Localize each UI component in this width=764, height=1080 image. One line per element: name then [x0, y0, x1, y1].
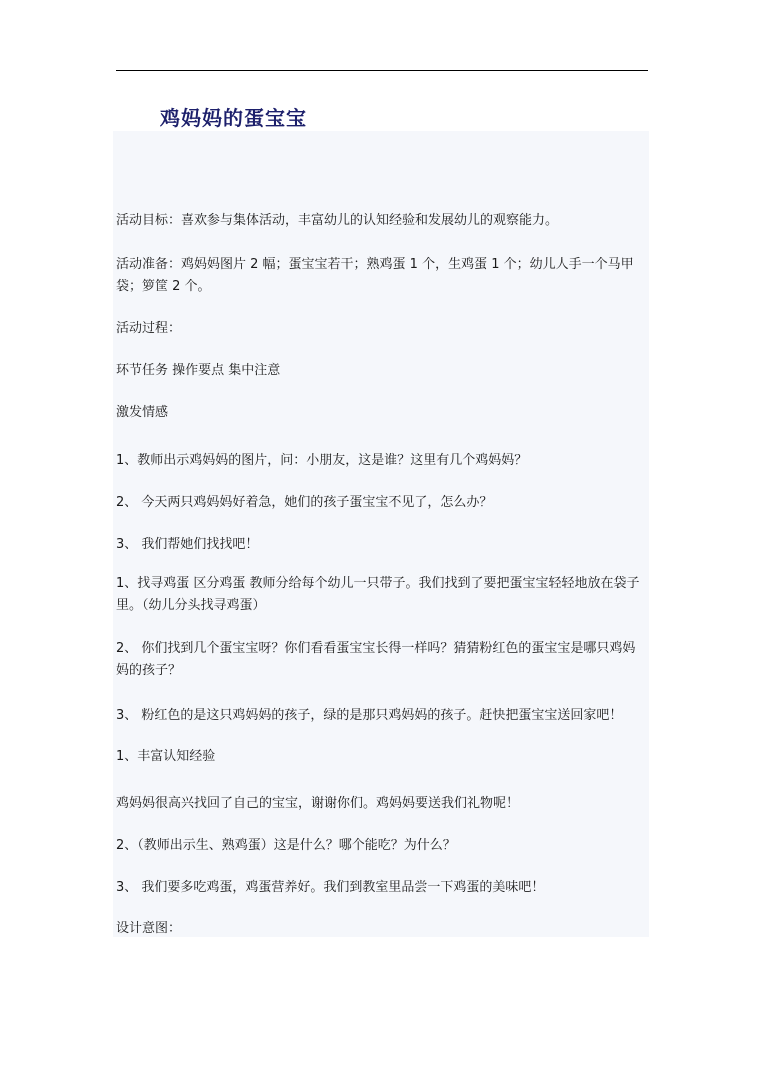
paragraph-item: 鸡妈妈很高兴找回了自己的宝宝，谢谢你们。鸡妈妈要送我们礼物呢！: [116, 796, 520, 811]
paragraph-goal: 活动目标：喜欢参与集体活动，丰富幼儿的认知经验和发展幼儿的观察能力。: [116, 213, 559, 228]
paragraph-table-headers: 环节任务 操作要点 集中注意: [116, 363, 281, 378]
paragraph-item: 1、丰富认知经验: [116, 749, 216, 764]
paragraph-design-intent: 设计意图：: [116, 921, 182, 936]
document-title: 鸡妈妈的蛋宝宝: [160, 106, 307, 130]
paragraph-item: 1、教师出示鸡妈妈的图片，问：小朋友，这是谁？这里有几个鸡妈妈？: [116, 453, 528, 468]
paragraph-item: 3、 粉红色的是这只鸡妈妈的孩子，绿的是那只鸡妈妈的孩子。赶快把蛋宝宝送回家吧！: [116, 708, 623, 723]
paragraph-stage-emotion: 激发情感: [116, 405, 169, 420]
paragraph-item: 2、（教师出示生、熟鸡蛋）这是什么？哪个能吃？为什么？: [116, 838, 456, 853]
paragraph-item: 1、找寻鸡蛋 区分鸡蛋 教师分给每个幼儿一只带子。我们找到了要把蛋宝宝轻轻地放在袋子里。（幼儿分头找寻鸡蛋）: [116, 576, 640, 613]
header-rule: [116, 70, 648, 71]
paragraph-item: 3、 我们要多吃鸡蛋，鸡蛋营养好。我们到教室里品尝一下鸡蛋的美味吧！: [116, 880, 545, 895]
paragraph-process-heading: 活动过程：: [116, 321, 182, 336]
paragraph-item: 2、 你们找到几个蛋宝宝呀？你们看看蛋宝宝长得一样吗？猜猜粉红色的蛋宝宝是哪只鸡妈妈的孩子？: [116, 641, 636, 678]
paragraph-preparation: 活动准备：鸡妈妈图片 2 幅；蛋宝宝若干；熟鸡蛋 1 个，生鸡蛋 1 个；幼儿人手一个马甲袋；箩筐 2 个。: [116, 257, 634, 294]
paragraph-item: 3、 我们帮她们找找吧！: [116, 537, 259, 552]
paragraph-item: 2、 今天两只鸡妈妈好着急，她们的孩子蛋宝宝不见了，怎么办？: [116, 495, 493, 510]
